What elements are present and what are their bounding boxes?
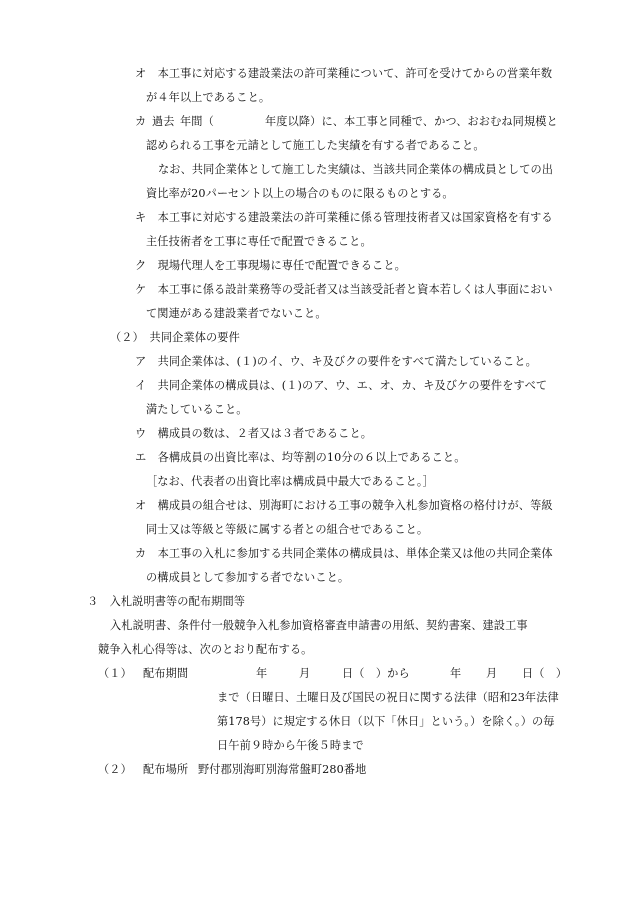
jv-item-e-note: ［なお、代表者の出資比率は構成員中最大であること。］ — [146, 475, 434, 488]
item-ka-note-line2: 資比率が20パーセント以上の場合のものに限るものとする。 — [146, 187, 454, 200]
period-year1: 年 — [256, 667, 268, 680]
jv-item-u: ウ 構成員の数は、２者又は３者であること。 — [135, 427, 373, 440]
item-ka-marker: カ — [135, 115, 147, 128]
item-ka-line1-rest: 年度以降）に、本工事と同種で、かつ、おおむね同規模と — [265, 115, 558, 128]
item-ki-line1: キ 本工事に対応する建設業法の許可業種に係る管理技術者又は国家資格を有する — [135, 211, 553, 224]
place-value: 野付郡別海町別海常盤町280番地 — [198, 763, 367, 776]
item-ka-line2: 認められる工事を元請として施工した実績を有する者であること。 — [146, 139, 485, 152]
period-year2: 年 — [450, 667, 462, 680]
period-day2: 日（ ） — [522, 667, 568, 680]
jv-item-o-line2: 同士又は等級と等級に属する者との組合せであること。 — [146, 523, 429, 536]
section3-intro-line2: 競争入札心得等は、次のとおり配布する。 — [98, 643, 313, 656]
item-ka-note-line1: なお、共同企業体として施工した実績は、当該共同企業体の構成員としての出 — [158, 163, 554, 176]
item-ki-line2: 主任技術者を工事に専任で配置できること。 — [146, 235, 372, 248]
item-ke-line2: て関連がある建設業者でないこと。 — [146, 307, 327, 320]
jv-item-a: ア 共同企業体は、(１)のイ、ウ、キ及びクの要件をすべて満たしていること。 — [135, 355, 537, 368]
jv-item-o-line1: オ 構成員の組合せは、別海町における工事の競争入札参加資格の格付けが、等級 — [135, 499, 553, 512]
period-label: 配布期間 — [143, 667, 189, 680]
period-number: （１） — [98, 667, 132, 680]
section3-heading: ３ 入札説明書等の配布期間等 — [87, 595, 246, 608]
period-month1: 月 — [299, 667, 311, 680]
item-ku-line1: ク 現場代理人を工事現場に専任で配置できること。 — [135, 259, 406, 272]
period-line4: 日午前９時から午後５時まで — [217, 739, 364, 752]
item-ke-line1: ケ 本工事に係る設計業務等の受託者又は当該受託者と資本若しくは人事面におい — [135, 283, 553, 296]
jv-item-e: エ 各構成員の出資比率は、均等割の10分の６以上であること。 — [135, 451, 466, 464]
place-label: 配布場所 — [143, 763, 189, 776]
item-ka-year-word: 年間（ — [180, 115, 214, 128]
section3-intro-line1: 入札説明書、条件付一般競争入札参加資格審査申請書の用紙、契約書案、建設工事 — [110, 619, 528, 632]
jv-item-i-line1: イ 共同企業体の構成員は、(１)のア、ウ、エ、オ、カ、キ及びケの要件をすべて — [135, 379, 548, 392]
jv-item-ka-line2: の構成員として参加する者でないこと。 — [146, 571, 350, 584]
place-number: （２） — [98, 763, 132, 776]
jv-heading: （２） 共同企業体の要件 — [110, 331, 240, 344]
period-line2: まで（日曜日、土曜日及び国民の祝日に関する法律（昭和23年法律 — [217, 691, 559, 704]
jv-item-ka-line1: カ 本工事の入札に参加する共同企業体の構成員は、単体企業又は他の共同企業体 — [135, 547, 553, 560]
jv-item-i-line2: 満たしていること。 — [146, 403, 248, 416]
item-o-line1: オ 本工事に対応する建設業法の許可業種について、許可を受けてからの営業年数 — [135, 67, 553, 80]
item-ka-label: 過去 — [152, 115, 175, 128]
period-day1: 日（ ）から — [342, 667, 410, 680]
period-line3: 第178号）に規定する休日（以下「休日」という。）を除く。）の毎 — [217, 715, 555, 728]
period-month2: 月 — [486, 667, 498, 680]
item-o-line2: が４年以上であること。 — [146, 91, 271, 104]
